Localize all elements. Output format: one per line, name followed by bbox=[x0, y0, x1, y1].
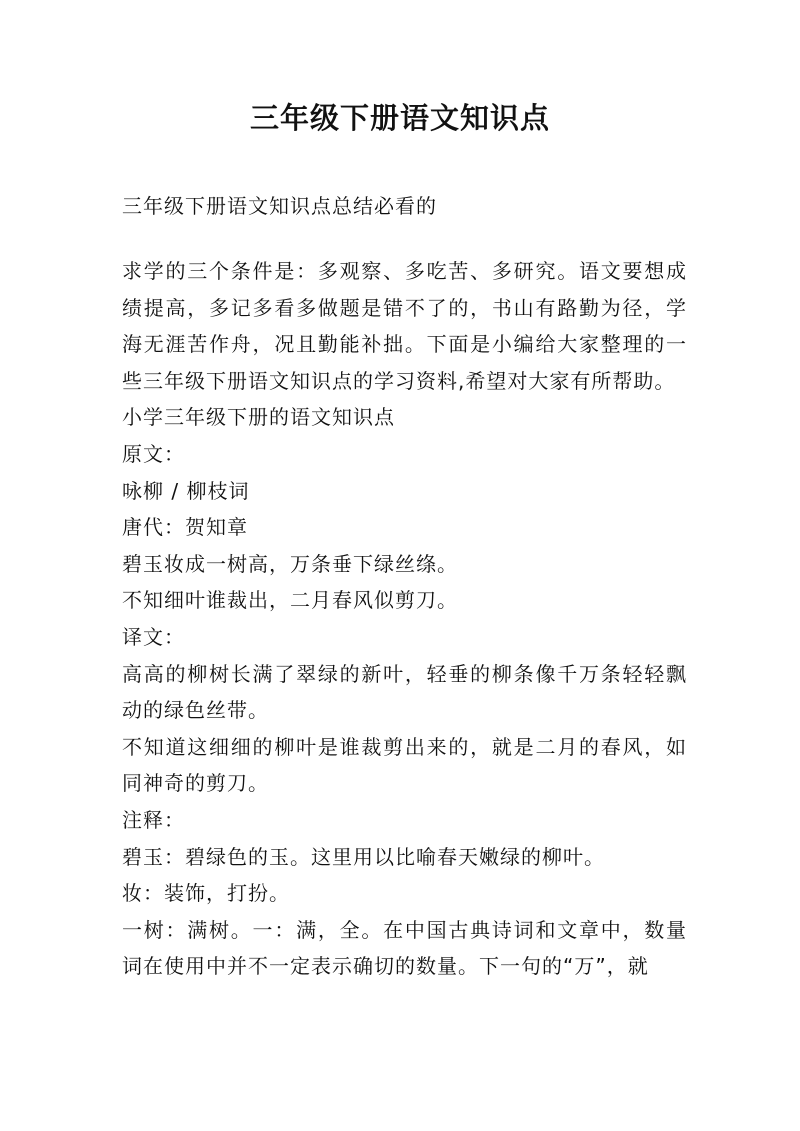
translation-label: 译文： bbox=[122, 624, 185, 649]
page-title: 三年级下册语文知识点 bbox=[249, 101, 550, 135]
intro-paragraph: 求学的三个条件是：多观察、多吃苦、多研究。语文要想成绩提高，多记多看多做题是错不了的，书山有路勤为径，学海无涯苦作舟，况且勤能补拙。下面是小编给大家整理的一些三年级下册语文知识点的学习资料,希望对大家有所帮助。 bbox=[122, 259, 687, 393]
note-zhuang: 妆：装饰，打扮。 bbox=[122, 881, 290, 906]
document-body bbox=[122, 253, 687, 985]
note-yishu: 一树：满树。一：满，全。在中国古典诗词和文章中，数量词在使用中并不一定表示确切的数量。下一句的“万”，就 bbox=[122, 917, 687, 979]
poem-line-2: 不知细叶谁裁出，二月春风似剪刀。 bbox=[122, 588, 458, 613]
poem-line-1: 碧玉妆成一树高，万条垂下绿丝绦。 bbox=[122, 551, 458, 576]
original-text-label: 原文： bbox=[122, 441, 185, 466]
notes-label: 注释： bbox=[122, 807, 185, 832]
poem-author: 唐代：贺知章 bbox=[122, 515, 248, 540]
document-subtitle: 三年级下册语文知识点总结必看的 bbox=[122, 194, 437, 218]
translation-paragraph-2: 不知道这细细的柳叶是谁裁剪出来的，就是二月的春风，如同神奇的剪刀。 bbox=[122, 734, 687, 796]
section-heading: 小学三年级下册的语文知识点 bbox=[122, 405, 395, 430]
note-biyu: 碧玉：碧绿色的玉。这里用以比喻春天嫩绿的柳叶。 bbox=[122, 844, 605, 869]
poem-title: 咏柳 / 柳枝词 bbox=[122, 478, 250, 503]
translation-paragraph-1: 高高的柳树长满了翠绿的新叶，轻垂的柳条像千万条轻轻飘动的绿色丝带。 bbox=[122, 661, 687, 723]
